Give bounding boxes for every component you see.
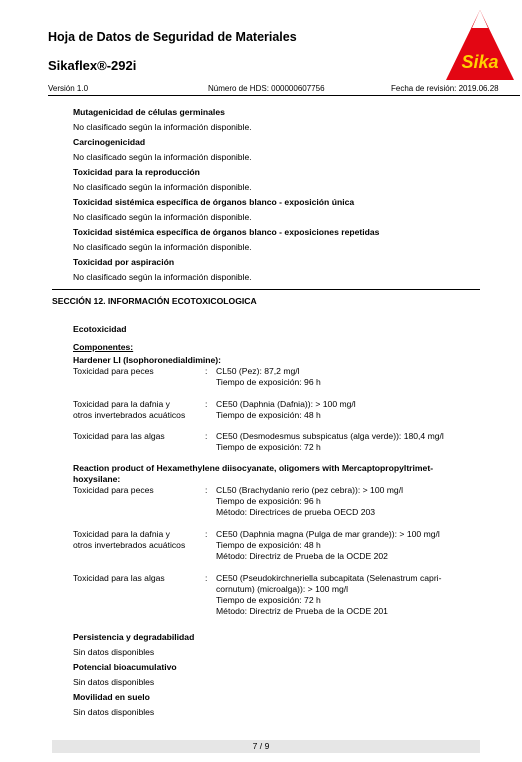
tox-label: Toxicidad para peces <box>73 366 154 376</box>
colon: : <box>205 366 208 376</box>
page-number: 7 / 9 <box>252 741 270 751</box>
tox-title: Mutagenicidad de células germinales <box>73 107 225 117</box>
tox-label: Toxicidad para la dafnia y <box>73 529 170 539</box>
tox-label: Toxicidad para la dafnia y <box>73 399 170 409</box>
tox-value: cornutum) (microalga)): > 100 mg/l <box>216 584 349 594</box>
component-name: Reaction product of Hexamethylene diisocyanate, oligomers with Mercaptopropyltrimet- <box>73 463 434 473</box>
tox-value: CE50 (Desmodesmus subspicatus (alga verde)): 180,4 mg/l <box>216 431 444 441</box>
tox-value: Tiempo de exposición: 72 h <box>216 595 321 605</box>
product-name: Sikaflex®-292i <box>48 58 137 73</box>
colon: : <box>205 399 208 409</box>
tox-text: No clasificado según la información disponible. <box>73 152 252 162</box>
section-12-title: SECCIÓN 12. INFORMACIÓN ECOTOXICOLOGICA <box>52 296 257 306</box>
components-heading: Componentes: <box>73 342 134 352</box>
colon: : <box>205 529 208 539</box>
tox-title: Toxicidad sistémica específica de órganos blanco - exposición única <box>73 197 355 207</box>
tox-text: No clasificado según la información disponible. <box>73 242 252 252</box>
tox-value: CE50 (Pseudokirchneriella subcapitata (Selenastrum capri- <box>216 573 442 583</box>
ecotox-heading: Ecotoxicidad <box>73 324 127 334</box>
tox-label: Toxicidad para las algas <box>73 431 165 441</box>
component-name: hoxysilane: <box>73 474 121 484</box>
tox-text: No clasificado según la información disponible. <box>73 182 252 192</box>
tail-title: Persistencia y degradabilidad <box>73 632 195 642</box>
tox-title: Toxicidad por aspiración <box>73 257 175 267</box>
tox-value: Tiempo de exposición: 72 h <box>216 442 321 452</box>
sika-logo <box>444 8 516 82</box>
section-rule <box>52 289 480 290</box>
tail-text: Sin datos disponibles <box>73 677 155 687</box>
tox-value: Método: Directriz de Prueba de la OCDE 201 <box>216 606 388 616</box>
tox-label: Toxicidad para peces <box>73 485 154 495</box>
tox-value: CE50 (Daphnia magna (Pulga de mar grande)): > 100 mg/l <box>216 529 440 539</box>
tox-value: CE50 (Daphnia (Dafnia)): > 100 mg/l <box>216 399 356 409</box>
tox-value: Tiempo de exposición: 48 h <box>216 540 321 550</box>
tox-value: Tiempo de exposición: 96 h <box>216 496 321 506</box>
tail-title: Potencial bioacumulativo <box>73 662 177 672</box>
tox-value: Tiempo de exposición: 48 h <box>216 410 321 420</box>
tox-title: Carcinogenicidad <box>73 137 146 147</box>
tox-label: otros invertebrados acuáticos <box>73 410 186 420</box>
revision-date: Fecha de revisión: 2019.06.28 <box>391 84 499 93</box>
tox-text: No clasificado según la información disponible. <box>73 212 252 222</box>
component-name: Hardener LI (Isophoronedialdimine): <box>73 355 222 365</box>
svg-text:Sika: Sika <box>461 52 499 72</box>
tox-title: Toxicidad sistémica específica de órganos blanco - exposiciones repetidas <box>73 227 380 237</box>
tox-value: Método: Directriz de Prueba de la OCDE 202 <box>216 551 388 561</box>
colon: : <box>205 485 208 495</box>
tox-label: Toxicidad para las algas <box>73 573 165 583</box>
header-rule <box>48 95 520 96</box>
document-title: Hoja de Datos de Seguridad de Materiales <box>48 30 297 44</box>
colon: : <box>205 573 208 583</box>
colon: : <box>205 431 208 441</box>
tox-text: No clasificado según la información disponible. <box>73 272 252 282</box>
tox-label: otros invertebrados acuáticos <box>73 540 186 550</box>
tox-value: Tiempo de exposición: 96 h <box>216 377 321 387</box>
tox-text: No clasificado según la información disponible. <box>73 122 252 132</box>
tox-value: CL50 (Pez): 87,2 mg/l <box>216 366 300 376</box>
tail-text: Sin datos disponibles <box>73 707 155 717</box>
tail-title: Movilidad en suelo <box>73 692 150 702</box>
tox-value: Método: Directrices de prueba OECD 203 <box>216 507 376 517</box>
version: Versión 1.0 <box>48 84 89 93</box>
tail-text: Sin datos disponibles <box>73 647 155 657</box>
tox-value: CL50 (Brachydanio rerio (pez cebra)): > 100 mg/l <box>216 485 404 495</box>
sds-number: Número de HDS: 000000607756 <box>208 84 325 93</box>
tox-title: Toxicidad para la reproducción <box>73 167 200 177</box>
